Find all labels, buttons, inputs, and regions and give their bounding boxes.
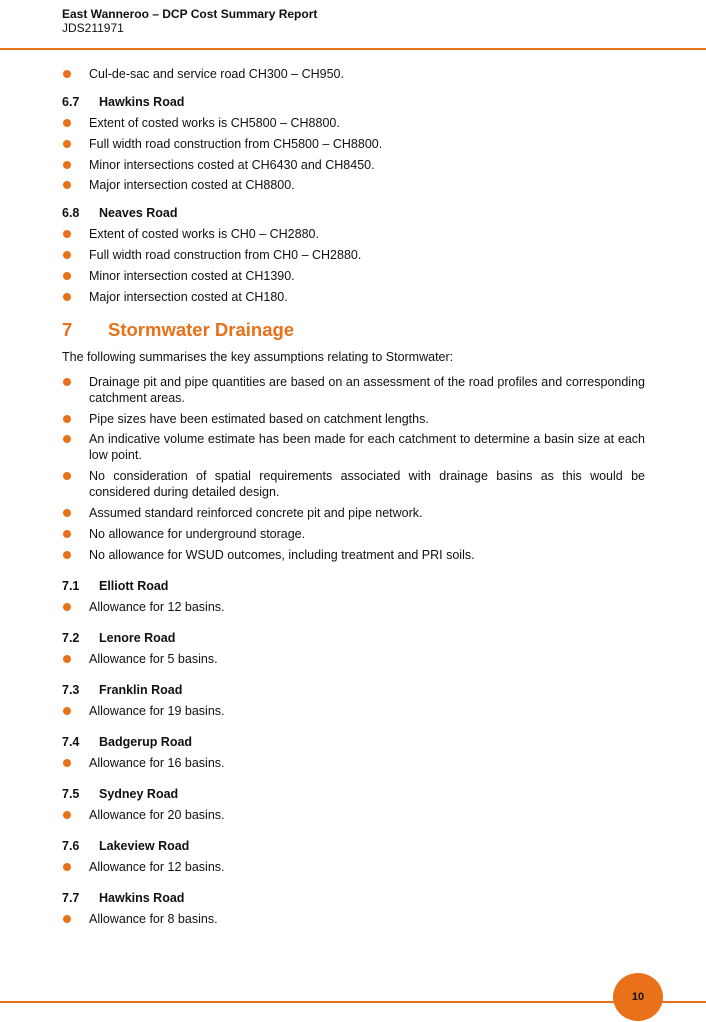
list-item: Extent of costed works is CH0 – CH2880. (62, 226, 645, 242)
list-item: No allowance for WSUD outcomes, including treatment and PRI soils. (62, 547, 645, 563)
bullet-list (62, 115, 645, 193)
list-item: Pipe sizes have been estimated based on catchment lengths. (62, 411, 645, 427)
intro-paragraph: The following summarises the key assumptions relating to Stormwater: (62, 349, 454, 364)
bullet-icon (63, 161, 71, 169)
bullet-list (62, 807, 645, 823)
bullet-list (62, 703, 645, 719)
bullet-icon (63, 119, 71, 127)
bullet-icon (63, 230, 71, 238)
subheading-6-8: 6.8 Neaves Road (62, 206, 178, 221)
bullet-icon (63, 863, 71, 871)
list-item: Full width road construction from CH5800 – CH8800. (62, 136, 645, 152)
subheading-7-2: 7.2 Lenore Road (62, 630, 176, 645)
page-number-badge: 10 (613, 973, 663, 1021)
list-item: Assumed standard reinforced concrete pit and pipe network. (62, 505, 645, 521)
subheading-7-7: 7.7 Hawkins Road (62, 890, 185, 905)
bullet-icon (63, 759, 71, 767)
list-item: Major intersection costed at CH180. (62, 289, 645, 305)
list-item: Minor intersections costed at CH6430 and CH8450. (62, 157, 645, 173)
bullet-icon (63, 293, 71, 301)
list-item: Drainage pit and pipe quantities are based on an assessment of the road profiles and corresponding catchment areas. (62, 374, 645, 406)
list-item: Allowance for 19 basins. (62, 703, 645, 719)
bullet-icon (63, 915, 71, 923)
list-item: Allowance for 20 basins. (62, 807, 645, 823)
list-item: Cul-de-sac and service road CH300 – CH950. (62, 66, 645, 82)
bullet-icon (63, 181, 71, 189)
bullet-list (62, 755, 645, 771)
page-header (62, 7, 317, 35)
bullet-icon (63, 472, 71, 480)
report-title: East Wanneroo – DCP Cost Summary Report (62, 7, 318, 21)
list-item: Full width road construction from CH0 – CH2880. (62, 247, 645, 263)
subheading-7-6: 7.6 Lakeview Road (62, 838, 190, 853)
bullet-icon (63, 530, 71, 538)
bullet-icon (63, 415, 71, 423)
subheading-7-1: 7.1 Elliott Road (62, 578, 169, 593)
bullet-list (62, 374, 645, 563)
header-divider (0, 48, 706, 50)
bullet-icon (63, 655, 71, 663)
bullet-list (62, 859, 645, 875)
bullet-list (62, 226, 645, 304)
list-item: Major intersection costed at CH8800. (62, 177, 645, 193)
bullet-icon (63, 70, 71, 78)
subheading-6-7: 6.7 Hawkins Road (62, 95, 185, 109)
bullet-list (62, 66, 645, 82)
bullet-icon (63, 378, 71, 386)
footer-divider (0, 1001, 706, 1003)
bullet-list (62, 599, 645, 615)
list-item: No allowance for underground storage. (62, 526, 645, 542)
bullet-icon (63, 603, 71, 611)
bullet-icon (63, 140, 71, 148)
bullet-icon (63, 707, 71, 715)
subheading-7-5: 7.5 Sydney Road (62, 786, 179, 801)
subheading-7-3: 7.3 Franklin Road (62, 682, 183, 697)
heading-7: 7 Stormwater Drainage (62, 318, 295, 340)
subheading-7-4: 7.4 Badgerup Road (62, 734, 193, 749)
bullet-icon (63, 551, 71, 559)
list-item: Allowance for 16 basins. (62, 755, 645, 771)
bullet-icon (63, 435, 71, 443)
list-item: Allowance for 5 basins. (62, 651, 645, 667)
document-body (62, 58, 645, 931)
list-item: Allowance for 12 basins. (62, 859, 645, 875)
bullet-icon (63, 272, 71, 280)
list-item: No consideration of spatial requirements associated with drainage basins as this would be considered during detailed design. (62, 468, 645, 500)
list-item: Minor intersection costed at CH1390. (62, 268, 645, 284)
list-item: Allowance for 8 basins. (62, 911, 645, 927)
list-item: An indicative volume estimate has been made for each catchment to determine a basin size at each low point. (62, 431, 645, 463)
list-item: Allowance for 12 basins. (62, 599, 645, 615)
bullet-icon (63, 811, 71, 819)
bullet-icon (63, 251, 71, 259)
list-item: Extent of costed works is CH5800 – CH8800. (62, 115, 645, 131)
bullet-icon (63, 509, 71, 517)
bullet-list (62, 651, 645, 667)
bullet-list (62, 911, 645, 927)
report-code: JDS211971 (62, 21, 124, 35)
